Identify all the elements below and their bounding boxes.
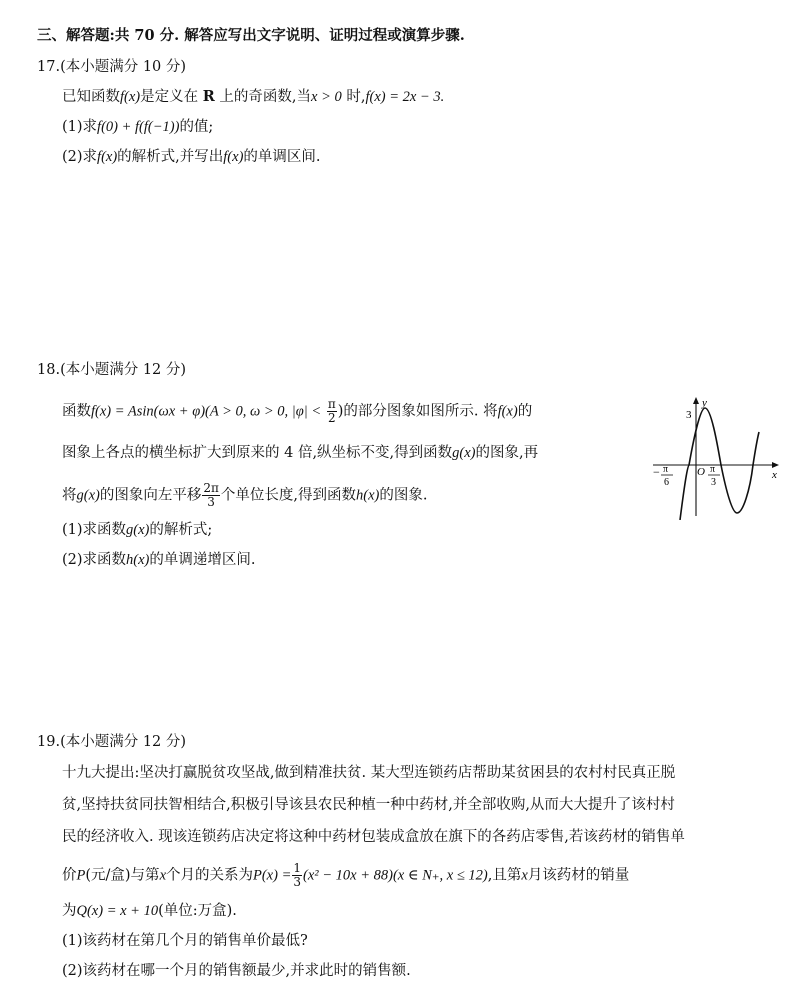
q18-number: 18. xyxy=(37,362,61,378)
q19-score: (本小题满分 12 分) xyxy=(60,734,187,750)
q17-stem: 已知函数f(x)是定义在 R 上的奇函数,当x > 0 时,f(x) = 2x − 3. xyxy=(62,88,445,105)
y-axis-arrow-icon xyxy=(693,397,699,404)
q19-part1: (1)该药材在第几个月的销售单价最低? xyxy=(62,933,308,949)
q18-part1: (1)求函数g(x)的解析式; xyxy=(62,522,213,538)
left-tick-numerator: π xyxy=(663,464,669,475)
section-heading: 三、解答题:共 70 分. 解答应写出文字说明、证明过程或演算步骤. xyxy=(37,27,465,44)
q18-stem-line3: 将g(x)的图象向左平移 $\frac{2\pi}{3}$ 个单位长度,得到函数h(x)的图象. xyxy=(62,481,428,509)
q18-score: (本小题满分 12 分) xyxy=(60,362,187,378)
one-third-fraction: $\frac{1}{3}$ xyxy=(293,861,302,889)
q17-part1: (1)求f(0) + f(f(−1))的值; xyxy=(62,119,214,135)
x-axis-label: x xyxy=(772,469,777,481)
q19-stem-line5: 为Q(x) = x + 10(单位:万盒). xyxy=(62,903,237,919)
y-axis-label: y xyxy=(702,397,707,409)
left-tick-denominator: 6 xyxy=(664,477,669,488)
q19-stem-line3: 民的经济收入. 现该连锁药店决定将这种中药材包装成盒放在旗下的各药店零售,若该药材的销售单 xyxy=(62,829,685,845)
q17-number: 17. xyxy=(37,59,61,75)
left-tick-sign: − xyxy=(653,465,660,479)
q19-header xyxy=(37,732,186,752)
q17-score: (本小题满分 10 分) xyxy=(60,59,187,75)
sine-curve xyxy=(680,408,759,520)
right-tick-denominator: 3 xyxy=(711,477,716,488)
q18-stem-line2: 图象上各点的横坐标扩大到原来的 4 倍,纵坐标不变,得到函数g(x)的图象,再 xyxy=(62,445,539,461)
q19-stem-line2: 贫,坚持扶贫同扶智相结合,积极引导该县农民种植一种中药材,并全部收购,从而大大提升了该村村 xyxy=(62,797,675,813)
x-axis-arrow-icon xyxy=(772,462,779,468)
q18-part2: (2)求函数h(x)的单调递增区间. xyxy=(62,552,256,568)
q18-sine-graph xyxy=(648,392,783,520)
q18-stem-line1: 函数f(x) = Asin(ωx + φ)(A > 0, ω > 0, |φ| < $\frac{\pi}{2}$ )的部分图象如图所示. 将f(x)的 xyxy=(62,397,533,425)
max-value-label: 3 xyxy=(686,409,692,421)
q19-stem-line4: 价P(元/盒)与第x个月的关系为P(x) = $\frac{1}{3}$ (x² − 10x + 88)(x ∈ N₊, x ≤ 12),且第x月该药材的销量 xyxy=(62,861,630,889)
q19-stem-line1: 十九大提出:坚决打赢脱贫攻坚战,做到精准扶贫. 某大型连锁药店帮助某贫困县的农村村民真正脱 xyxy=(62,765,676,781)
q17-part2: (2)求f(x)的解析式,并写出f(x)的单调区间. xyxy=(62,149,321,165)
right-tick-numerator: π xyxy=(710,464,716,475)
q17-header xyxy=(37,57,186,77)
two-pi-over-3-fraction: $\frac{2\pi}{3}$ xyxy=(203,481,219,509)
pi-over-2-fraction: $\frac{\pi}{2}$ xyxy=(327,397,336,425)
q18-header xyxy=(37,360,186,380)
q19-number: 19. xyxy=(37,734,61,750)
origin-label: O xyxy=(697,466,705,478)
q19-part2: (2)该药材在哪一个月的销售额最少,并求此时的销售额. xyxy=(62,963,411,979)
